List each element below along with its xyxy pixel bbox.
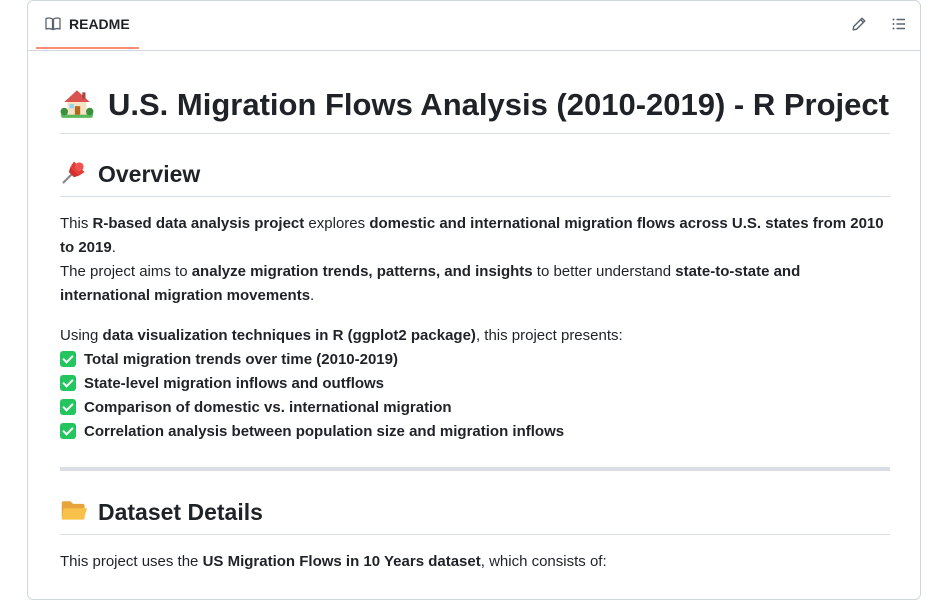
overview-heading-text: Overview bbox=[98, 161, 201, 187]
check-mark-icon bbox=[60, 351, 76, 367]
text: Using bbox=[60, 327, 103, 344]
pushpin-icon bbox=[60, 158, 88, 186]
checklist-item: Correlation analysis between population size and migration inflows bbox=[84, 423, 565, 440]
bold-text: data visualization techniques in R (ggplot2 package) bbox=[102, 327, 476, 344]
house-with-garden-icon bbox=[60, 86, 94, 120]
text: , which consists of: bbox=[480, 553, 607, 570]
bold-text: R-based data analysis project bbox=[92, 215, 305, 232]
readme-panel bbox=[27, 0, 921, 600]
checklist-item: Total migration trends over time (2010-2019) bbox=[84, 351, 398, 368]
edit-button[interactable] bbox=[850, 15, 868, 33]
page-title bbox=[60, 83, 890, 134]
bold-text: domestic and international migration flows across U.S. states from 2010 to 2019 bbox=[60, 215, 884, 256]
text: The project aims to bbox=[60, 263, 192, 280]
text: This bbox=[60, 215, 93, 232]
readme-tab-label: README bbox=[69, 16, 130, 32]
page-title-text: U.S. Migration Flows Analysis (2010-2019) - R Project bbox=[108, 87, 889, 122]
dataset-paragraph bbox=[60, 550, 890, 574]
bold-text: US Migration Flows in 10 Years dataset bbox=[202, 553, 481, 570]
text: , this project presents: bbox=[475, 327, 623, 344]
readme-header bbox=[28, 1, 920, 51]
check-mark-icon bbox=[60, 399, 76, 415]
bold-text: analyze migration trends, patterns, and insights bbox=[191, 263, 533, 280]
text: . bbox=[310, 287, 315, 304]
text: . bbox=[111, 239, 116, 256]
list-icon bbox=[891, 16, 907, 32]
bold-text: state-to-state and international migration movements bbox=[60, 263, 801, 304]
text: This project uses the bbox=[60, 553, 203, 570]
readme-tab[interactable] bbox=[36, 1, 139, 49]
outline-button[interactable] bbox=[890, 15, 908, 33]
open-folder-icon bbox=[60, 496, 88, 524]
section-divider bbox=[60, 467, 890, 471]
overview-heading bbox=[60, 156, 890, 197]
checklist-item: State-level migration inflows and outflows bbox=[84, 375, 385, 392]
text: to better understand bbox=[532, 263, 676, 280]
dataset-heading-text: Dataset Details bbox=[98, 499, 263, 525]
overview-paragraph-1 bbox=[60, 212, 890, 308]
pencil-icon bbox=[851, 16, 867, 32]
overview-paragraph-2 bbox=[60, 324, 890, 444]
book-icon bbox=[45, 16, 61, 32]
checklist-item: Comparison of domestic vs. international migration bbox=[84, 399, 452, 416]
text: explores bbox=[304, 215, 370, 232]
check-mark-icon bbox=[60, 375, 76, 391]
check-mark-icon bbox=[60, 423, 76, 439]
dataset-heading bbox=[60, 494, 890, 535]
